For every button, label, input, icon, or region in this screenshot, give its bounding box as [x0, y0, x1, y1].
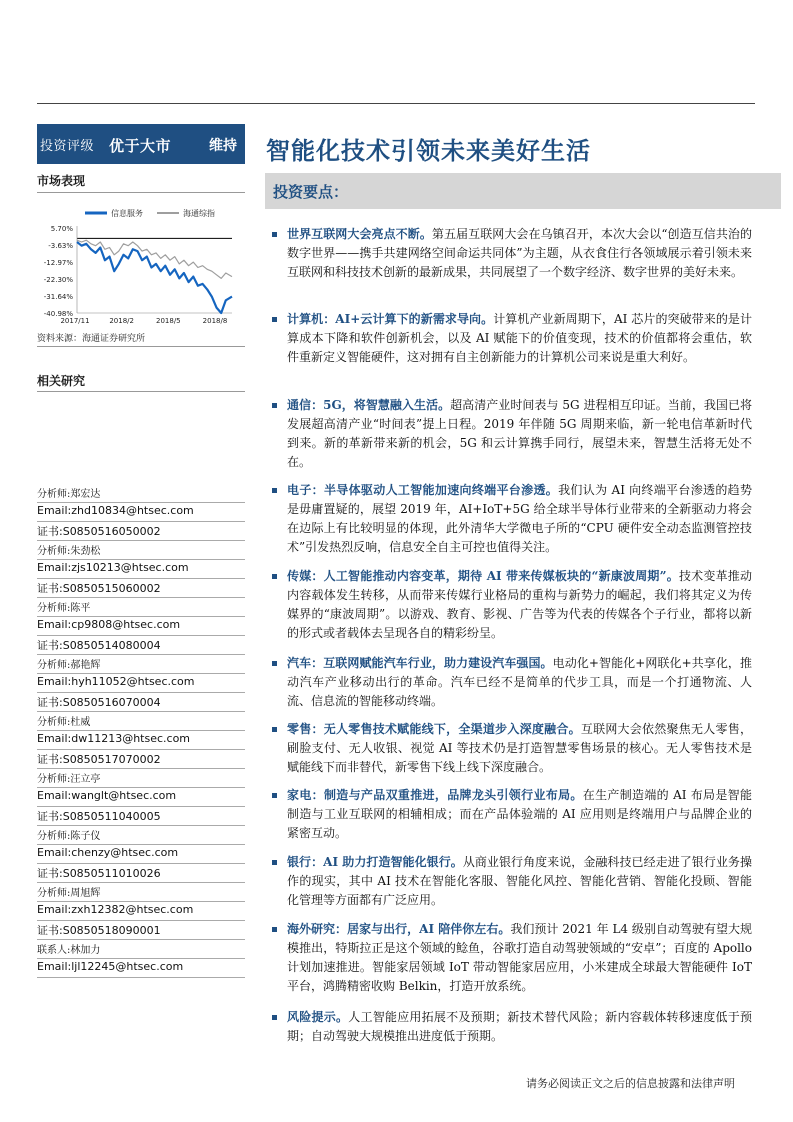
analyst-name: 分析师:朱劲松 [37, 546, 101, 557]
analyst-row-rule [37, 578, 245, 579]
key-point-heading: 通信：5G，将智慧融入生活。 [287, 398, 451, 412]
analyst-name: 联系人:林加力 [37, 945, 101, 956]
key-point-heading: 零售：无人零售技术赋能线下，全渠道步入深度融合。 [287, 722, 581, 736]
key-point-body: 电动化+智能化+网联化+共享化，推动汽车产业移动出行的革命。汽车已经不是简单的代步工具，而是一个打通物流、人流、信息流的智能移动终端。 [287, 656, 752, 708]
chart-source: 资料来源：海通证券研究所 [37, 334, 146, 344]
key-point-body: 超高清产业时间表与 5G 进程相互印证。当前，我国已将发展超高清产业“时间表”提上日程。2019 年伴随 5G 周期来临，新一轮电信革新时代到来。新的革新带来新的机会，5G 和云计算携手同行，展望未来，智慧生活将无处不在。 [287, 398, 752, 469]
analyst-row-rule [37, 730, 245, 731]
market-chart-svg [37, 205, 245, 325]
analyst-row-rule [37, 502, 245, 503]
key-point-body: 我们认为 AI 向终端平台渗透的趋势是毋庸置疑的，展望 2019 年，AI+IoT+5G 给全球半导体行业带来的全新驱动力将会在边际上有比较明显的体现，此外清华大学微电子所的“CPU 硬件安全动态监测管控技术”引发热烈反响，信息安全自主可控也值得关注。 [287, 483, 752, 554]
bullet-icon [272, 860, 277, 865]
analyst-email[interactable]: Email:zxh12382@htsec.com [37, 903, 194, 916]
bullet-icon [272, 403, 277, 408]
analyst-row-rule [37, 844, 245, 845]
key-point-body: 在生产制造端的 AI 布局是智能制造与工业互联网的相辅相成；而在产品体验端的 AI 应用则是终端用户与品牌企业的紧密互动。 [287, 788, 752, 840]
bullet-icon [272, 727, 277, 732]
key-point-text [287, 310, 752, 367]
key-point [272, 396, 752, 472]
market-chart [37, 205, 245, 325]
analyst-cert: 证书:S0850511010026 [37, 867, 161, 880]
bullet-icon [272, 317, 277, 322]
analyst-email[interactable]: Email:hyh11052@htsec.com [37, 675, 195, 688]
analyst-row-rule [37, 749, 245, 750]
top-rule [37, 103, 755, 104]
analyst-row-rule [37, 806, 245, 807]
x-tick-label: 2018/2 [109, 317, 134, 325]
key-point-heading: 家电：制造与产品双重推进，品牌龙头引领行业布局。 [287, 788, 583, 802]
analyst-row-rule [37, 768, 245, 769]
key-point-text [287, 1008, 752, 1046]
key-point-body: 我们预计 2021 年 L4 级别自动驾驶有望大规模推出，特斯拉正是这个领域的鲶鱼，谷歌打造自动驾驶领域的“安卓”；百度的 Apollo 计划加速推进。智能家居领域 IoT 带动智能家居应用，小米建成全球最大智能硬件 IoT 平台，鸿腾精密收购 Belkin，打造开放系统。 [287, 922, 753, 993]
analyst-cert: 证书:S0850511040005 [37, 810, 161, 823]
analyst-row-rule [37, 711, 245, 712]
key-point-body: 第五届互联网大会在乌镇召开，本次大会以“创造互信共治的数字世界——携手共建网络空间命运共同体”为主题，从衣食住行各领域展示着引领未来互联网和科技技术创新的最新成果，共同展望了一个数字经济、数字世界的美好未来。 [287, 227, 752, 279]
analyst-email[interactable]: Email:cp9808@htsec.com [37, 618, 181, 631]
key-point-heading: 计算机：AI+云计算下的新需求导向。 [287, 312, 494, 326]
key-point-text [287, 396, 752, 472]
series-line-信息服务 [77, 242, 232, 313]
analyst-row-rule [37, 825, 245, 826]
y-tick-label: -22.30% [43, 275, 73, 284]
analyst-row-rule [37, 787, 245, 788]
key-point [272, 567, 752, 643]
analyst-row-rule [37, 673, 245, 674]
bullet-icon [272, 661, 277, 666]
key-point-heading: 世界互联网大会亮点不断。 [287, 227, 432, 241]
bullet-icon [272, 927, 277, 932]
analyst-row-rule [37, 692, 245, 693]
series-line-海通综指 [77, 240, 232, 278]
analyst-email[interactable]: Email:wanglt@htsec.com [37, 789, 177, 802]
analyst-email[interactable]: Email:zjs10213@htsec.com [37, 561, 189, 574]
analyst-row-rule [37, 559, 245, 560]
analyst-cert: 证书:S0850517070002 [37, 753, 161, 766]
analyst-row-rule [37, 863, 245, 864]
report-title: 智能化技术引领未来美好生活 [266, 136, 591, 165]
legend-label: 海通综指 [183, 209, 215, 218]
analyst-row-rule [37, 597, 245, 598]
analyst-row-rule [37, 958, 245, 959]
y-tick-label: -40.98% [43, 310, 73, 318]
analyst-row-rule [37, 901, 245, 902]
key-point-text [287, 225, 752, 282]
key-point [272, 786, 752, 843]
analyst-row-rule [37, 977, 245, 978]
y-tick-label: -3.63% [48, 241, 73, 250]
keypoints-title: 投资要点： [273, 183, 349, 201]
legend-label: 信息服务 [111, 209, 143, 218]
key-point-text [287, 853, 752, 910]
key-point-body: 人工智能应用拓展不及预期；新技术替代风险；新内容载体转移速度低于预期；自动驾驶大规模推出进度低于预期。 [287, 1010, 752, 1043]
analyst-name: 分析师:郝艳辉 [37, 660, 101, 671]
rating-label: 投资评级 [40, 139, 95, 154]
key-point [272, 853, 752, 910]
keypoints-banner [265, 173, 781, 209]
analyst-name: 分析师:陈子仪 [37, 831, 101, 842]
key-point [272, 654, 752, 711]
key-point [272, 1008, 752, 1046]
key-point [272, 310, 752, 367]
analyst-name: 分析师:杜威 [37, 717, 91, 728]
key-point-body: 技术变革推动内容载体发生转移，从而带来传媒行业格局的重构与新势力的崛起，我们将其定义为传媒界的“康波周期”。以游戏、教育、影视、广告等为代表的传媒各个子行业，都将以新的形式或者载体去呈现各自的精彩纷呈。 [287, 569, 752, 640]
analyst-cert: 证书:S0850514080004 [37, 639, 161, 652]
analyst-row-rule [37, 654, 245, 655]
related-section-rule [37, 391, 245, 392]
key-point [272, 225, 752, 282]
bullet-icon [272, 1015, 277, 1020]
key-point-text [287, 786, 752, 843]
market-section-rule [37, 192, 245, 193]
analyst-row-rule [37, 920, 245, 921]
analyst-cert: 证书:S0850516070004 [37, 696, 161, 709]
bullet-icon [272, 488, 277, 493]
key-point-body: 从商业银行角度来说，金融科技已经走进了银行业务操作的现实，其中 AI 技术在智能化客服、智能化风控、智能化营销、智能化投顾、智能化管理等方面都有广泛应用。 [287, 855, 752, 907]
rating-banner [37, 124, 245, 164]
key-point-heading: 海外研究：居家与出行，AI 陪伴你左右。 [287, 922, 511, 936]
analyst-cert: 证书:S0850518090001 [37, 924, 161, 937]
analyst-name: 分析师:陈平 [37, 603, 91, 614]
key-point-heading: 电子：半导体驱动人工智能加速向终端平台渗透。 [287, 483, 559, 497]
x-tick-label: 2018/5 [156, 317, 181, 325]
key-point-body: 计算机产业新周期下，AI 芯片的突破带来的是计算成本下降和软件创新机会，以及 AI 赋能下的价值变现，技术的价值都将会重估，软件重新定义智能硬件，这对拥有自主创新能力的计算机公司来说是重大利好。 [287, 312, 752, 364]
market-section-title: 市场表现 [37, 174, 86, 188]
rating-action: 维持 [209, 138, 237, 154]
related-section-title: 相关研究 [37, 374, 86, 388]
bullet-icon [272, 574, 277, 579]
analyst-name: 分析师:周旭辉 [37, 888, 101, 899]
key-point-text [287, 720, 752, 777]
key-point-heading: 汽车：互联网赋能汽车行业，助力建设汽车强国。 [287, 656, 553, 670]
analyst-email[interactable]: Email:zhd10834@htsec.com [37, 504, 194, 517]
key-point-text [287, 567, 752, 643]
key-point-text [287, 481, 752, 557]
bullet-icon [272, 232, 277, 237]
analyst-cert: 证书:S0850515060002 [37, 582, 161, 595]
source-rule [37, 346, 245, 347]
key-point-text [287, 920, 752, 996]
footer-disclaimer: 请务必阅读正文之后的信息披露和法律声明 [526, 1077, 735, 1090]
analyst-row-rule [37, 616, 245, 617]
y-tick-label: -31.64% [43, 292, 73, 301]
x-tick-label: 2017/11 [60, 317, 90, 325]
y-tick-label: -12.97% [43, 258, 73, 267]
key-point [272, 481, 752, 557]
key-point-body: 互联网大会依然聚焦无人零售，刷脸支付、无人收银、视觉 AI 等技术仍是打造智慧零售场景的核心。无人零售技术是赋能线下而非替代，新零售下线上线下深度融合。 [287, 722, 752, 774]
x-tick-label: 2018/8 [202, 317, 228, 325]
analyst-email[interactable]: Email:dw11213@htsec.com [37, 732, 191, 745]
bullet-icon [272, 793, 277, 798]
analyst-row-rule [37, 540, 245, 541]
analyst-name: 分析师:汪立亭 [37, 774, 101, 785]
analyst-cert: 证书:S0850516050002 [37, 525, 161, 538]
analyst-row-rule [37, 939, 245, 940]
analyst-row-rule [37, 635, 245, 636]
analyst-name: 分析师:郑宏达 [37, 489, 101, 500]
key-point [272, 920, 752, 996]
y-tick-label: 5.70% [50, 225, 73, 233]
key-point-heading: 银行：AI 助力打造智能化银行。 [287, 855, 463, 869]
key-point-heading: 传媒：人工智能推动内容变革，期待 AI 带来传媒板块的“新康波周期”。 [287, 569, 679, 583]
analyst-email[interactable]: Email:ljl12245@htsec.com [37, 960, 184, 973]
key-point-heading: 风险提示。 [287, 1010, 349, 1024]
rating-value: 优于大市 [109, 137, 172, 155]
analyst-row-rule [37, 521, 245, 522]
key-point-text [287, 654, 752, 711]
analyst-row-rule [37, 882, 245, 883]
key-point [272, 720, 752, 777]
analyst-email[interactable]: Email:chenzy@htsec.com [37, 846, 179, 859]
